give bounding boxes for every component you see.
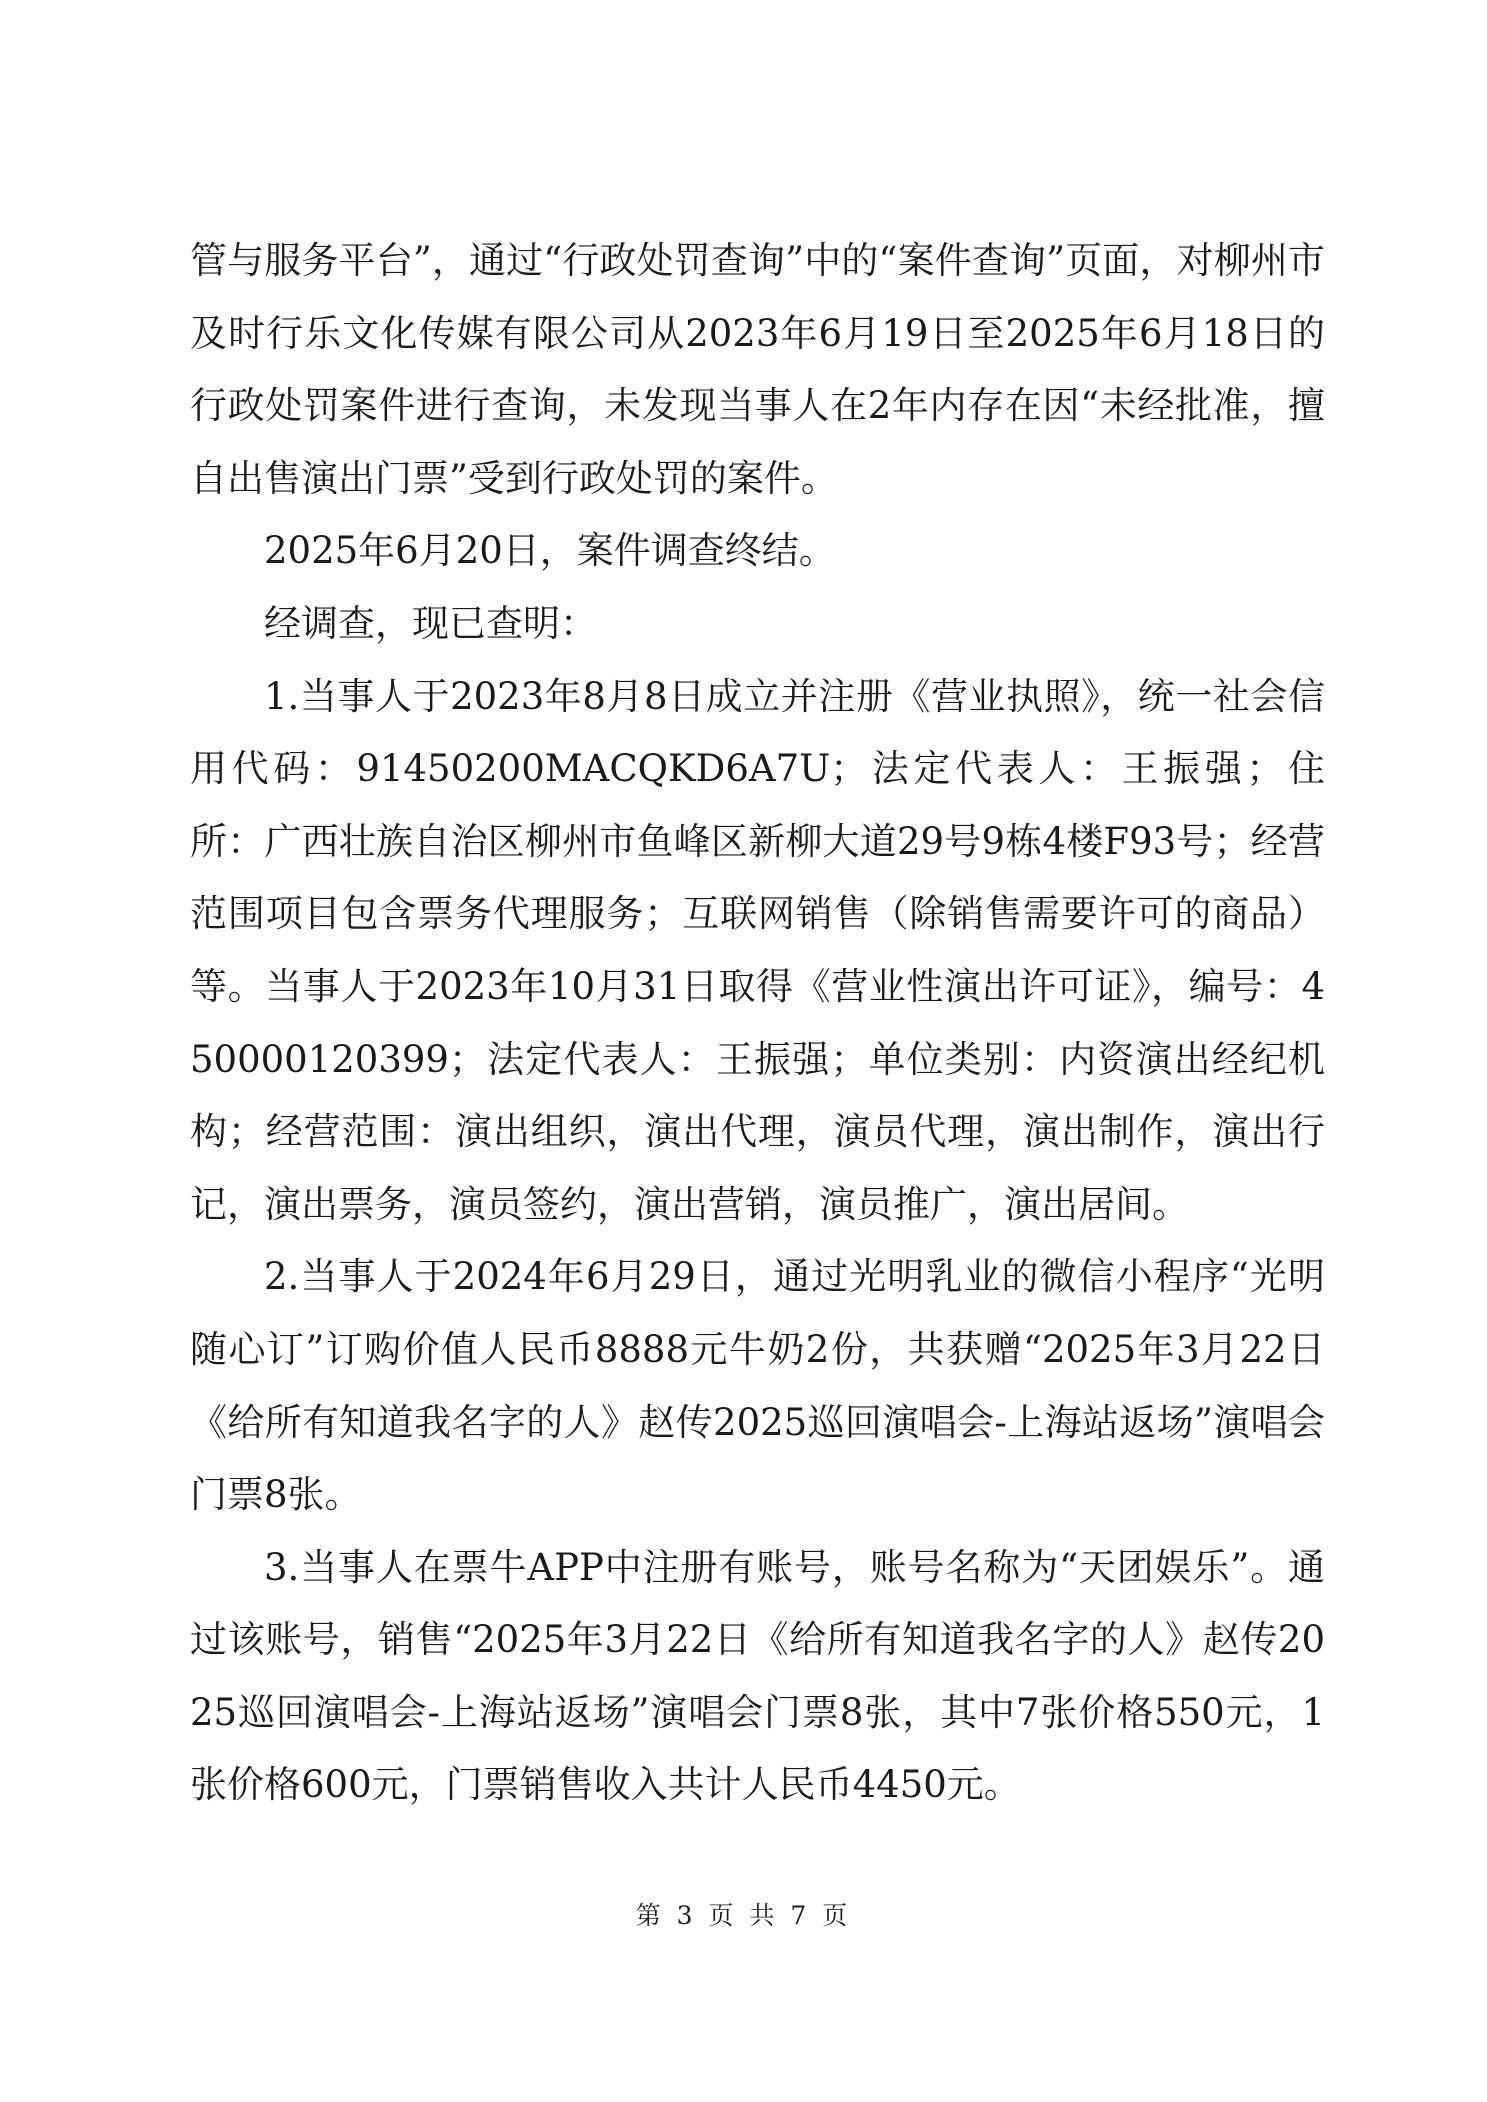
paragraph-platform-query: 管与服务平台”，通过“行政处罚查询”中的“案件查询”页面，对柳州市及时行乐文化传媒有限公司从2023年6月19日至2025年6月18日的行政处罚案件进行查询，未发现当事人在2年内存在因“未经批准，擅自出售演出门票”受到行政处罚的案件。 — [190, 239, 1325, 500]
paragraph-finding-3: 3.当事人在票牛APP中注册有账号，账号名称为“天团娱乐”。通过该账号，销售“2025年3月22日《给所有知道我名字的人》赵传2025巡回演唱会-上海站返场”演唱会门票8张，其中7张价格550元，1张价格600元，门票销售收入共计人民币4450元。 — [190, 1545, 1325, 1807]
paragraph-findings-intro: 经调查，现已查明： — [264, 601, 597, 645]
document-body — [190, 225, 1325, 1822]
paragraph-investigation-end: 2025年6月20日，案件调查终结。 — [264, 529, 836, 573]
page-number-footer: 第 3 页 共 7 页 — [635, 1901, 852, 1930]
paragraph-finding-1: 1.当事人于2023年8月8日成立并注册《营业执照》，统一社会信用代码：91450200MACQKD6A7U；法定代表人：王振强；住所：广西壮族自治区柳州市鱼峰区新柳大道29号9栋4楼F93号；经营范围项目包含票务代理服务；互联网销售（除销售需要许可的商品）等。当事人于2023年10月31日取得《营业性演出许可证》，编号：450000120399；法定代表人：王振强；单位类别：内资演出经纪机构；经营范围：演出组织，演出代理，演员代理，演出制作，演出行记，演出票务，演员签约，演出营销，演员推广，演出居间。 — [190, 674, 1325, 1226]
paragraph-finding-2: 2.当事人于2024年6月29日，通过光明乳业的微信小程序“光明随心订”订购价值人民币8888元牛奶2份，共获赠“2025年3月22日《给所有知道我名字的人》赵传2025巡回演唱会-上海站返场”演唱会门票8张。 — [190, 1255, 1325, 1517]
